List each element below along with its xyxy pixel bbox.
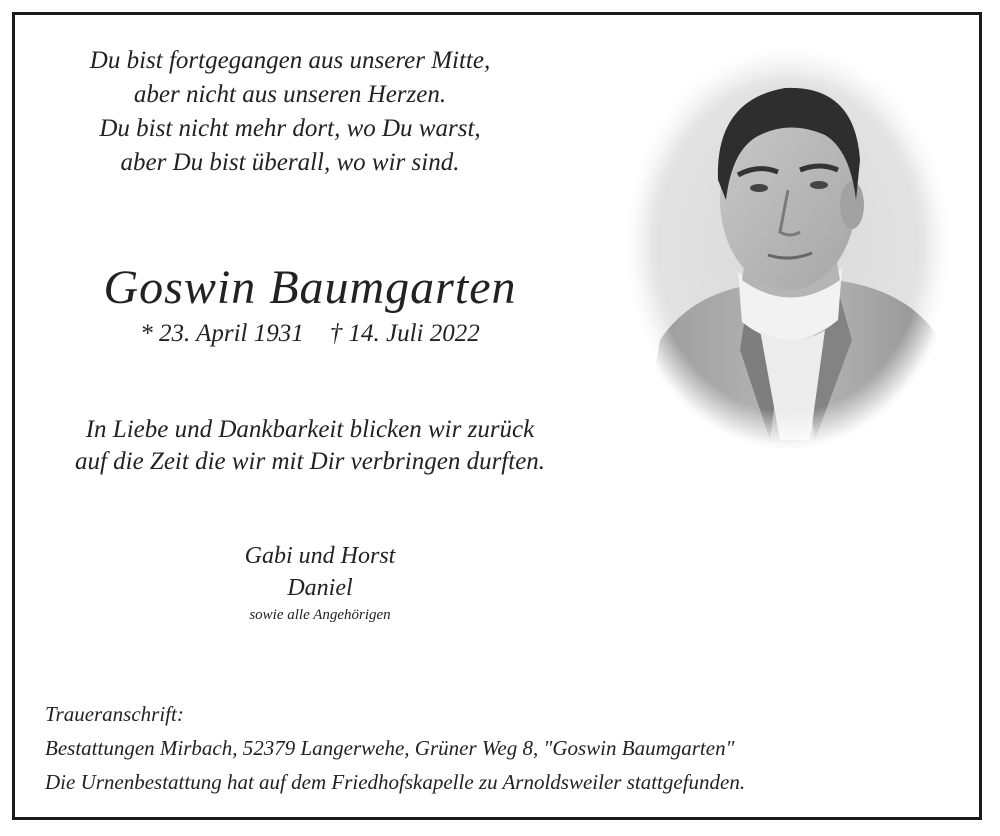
- birth-date: * 23. April 1931: [140, 320, 304, 347]
- condolence-address: [45, 697, 745, 799]
- thanks-line: In Liebe und Dankbarkeit blicken wir zurück: [85, 416, 535, 443]
- verse-line: Du bist fortgegangen aus unserer Mitte,: [89, 47, 491, 74]
- address-line: Bestattungen Mirbach, 52379 Langerwehe, Grüner Weg 8, "Goswin Baumgarten": [45, 736, 735, 760]
- mourner-line: Gabi und Horst: [244, 543, 396, 569]
- memorial-verse: [30, 44, 550, 180]
- mourners: [170, 540, 470, 626]
- verse-line: aber nicht aus unseren Herzen.: [133, 81, 447, 108]
- thanks-text: [20, 414, 600, 478]
- mourner-relatives: sowie alle Angehörigen: [249, 607, 391, 623]
- verse-line: Du bist nicht mehr dort, wo Du warst,: [99, 115, 481, 142]
- thanks-line: auf die Zeit die wir mit Dir verbringen durften.: [74, 448, 546, 475]
- portrait-photo: [620, 40, 956, 450]
- address-label: Traueranschrift:: [45, 702, 184, 726]
- life-dates: [20, 320, 600, 348]
- death-date: † 14. Juli 2022: [329, 320, 480, 347]
- mourner-line: Daniel: [287, 575, 353, 601]
- deceased-name: Goswin Baumgarten: [103, 261, 517, 314]
- verse-line: aber Du bist überall, wo wir sind.: [120, 149, 460, 176]
- burial-note: Die Urnenbestattung hat auf dem Friedhofskapelle zu Arnoldsweiler stattgefunden.: [45, 770, 746, 794]
